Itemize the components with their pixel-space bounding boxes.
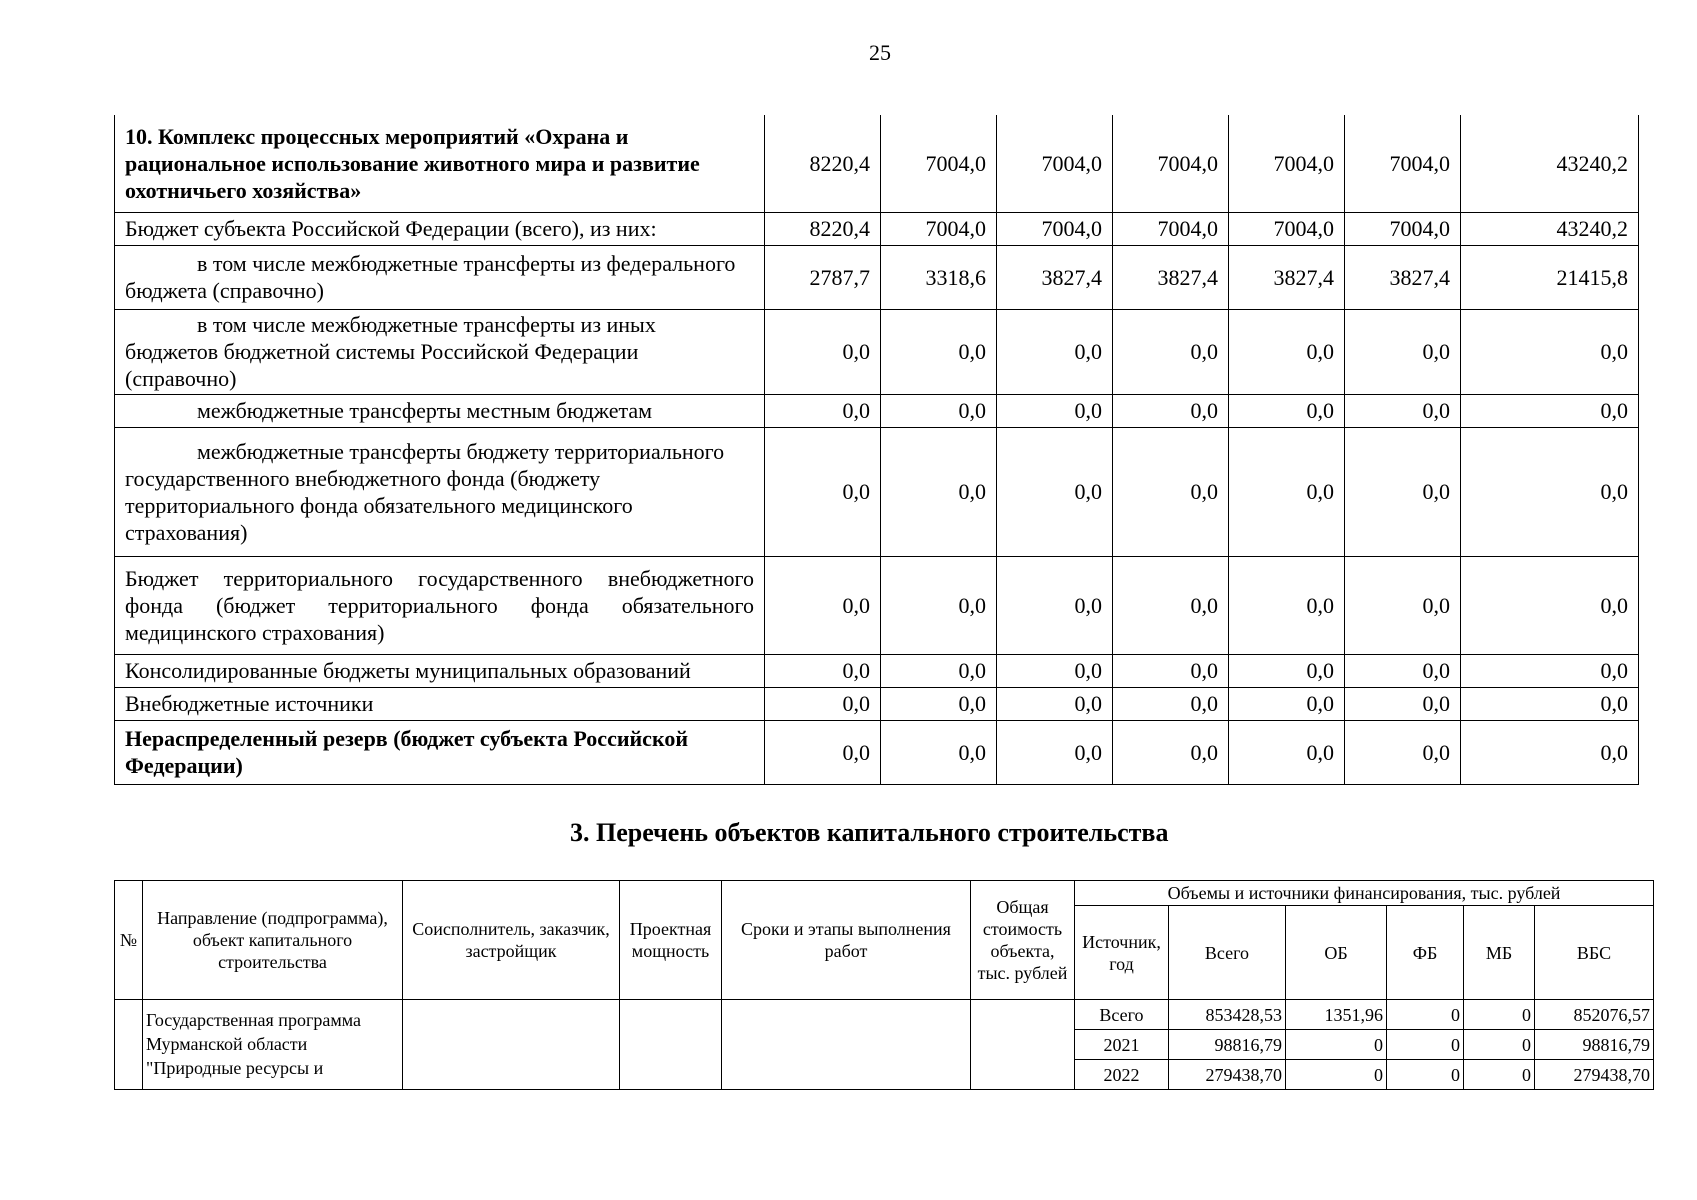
cell-value: 0,0 (1345, 427, 1461, 556)
cell-value: 0,0 (1229, 654, 1345, 687)
cell-value: 7004,0 (997, 115, 1113, 212)
cell-value: 7004,0 (1113, 212, 1229, 245)
cell-ob: 0 (1286, 1060, 1387, 1090)
cell-value: 0,0 (881, 654, 997, 687)
cell-year: 2022 (1075, 1060, 1169, 1090)
cell-ob: 0 (1286, 1030, 1387, 1060)
cell-value: 0,0 (1461, 720, 1639, 784)
cell-vbs: 279438,70 (1535, 1060, 1654, 1090)
cell-value: 7004,0 (997, 212, 1113, 245)
cell-value: 3827,4 (1345, 245, 1461, 309)
program-name: Государственная программа Мурманской области "Природные ресурсы и (143, 1000, 403, 1090)
cell-value: 0,0 (765, 654, 881, 687)
cell-value: 0,0 (1461, 309, 1639, 394)
cell-value: 3318,6 (881, 245, 997, 309)
cell-value: 0,0 (1345, 720, 1461, 784)
row-label-text: в том числе межбюджетные трансферты из иных бюджетов бюджетной системы Российской Федерации (справочно) (125, 312, 656, 391)
cell-value: 0,0 (1461, 654, 1639, 687)
cell-value: 0,0 (1461, 687, 1639, 720)
cell-vbs: 98816,79 (1535, 1030, 1654, 1060)
cell-value: 0,0 (1229, 556, 1345, 654)
section-title: 3. Перечень объектов капитального строительства (570, 818, 1169, 847)
cell-value: 0,0 (765, 687, 881, 720)
cell-value: 0,0 (881, 309, 997, 394)
cell-total: 853428,53 (1169, 1000, 1286, 1030)
cell-value: 0,0 (1229, 309, 1345, 394)
cell-value: 0,0 (1113, 309, 1229, 394)
cell-total-cost (971, 1000, 1075, 1090)
cell-year: 2021 (1075, 1030, 1169, 1060)
cell-mb: 0 (1464, 1030, 1535, 1060)
cell-total: 98816,79 (1169, 1030, 1286, 1060)
row-label (115, 309, 765, 394)
cell-value: 7004,0 (881, 115, 997, 212)
cell-value: 0,0 (1345, 556, 1461, 654)
cell-value: 0,0 (1113, 654, 1229, 687)
header-fb: ФБ (1387, 906, 1464, 1000)
row-label: Бюджет субъекта Российской Федерации (всего), из них: (115, 212, 765, 245)
cell-value: 0,0 (881, 720, 997, 784)
header-total-cost: Общая стоимость объекта, тыс. рублей (971, 881, 1075, 1000)
cell-value: 8220,4 (765, 212, 881, 245)
cell-ob: 1351,96 (1286, 1000, 1387, 1030)
header-ob: ОБ (1286, 906, 1387, 1000)
cell-capacity (620, 1000, 722, 1090)
header-no: № (115, 881, 143, 1000)
cell-mb: 0 (1464, 1000, 1535, 1030)
header-funding: Объемы и источники финансирования, тыс. рублей (1075, 881, 1654, 906)
cell-fb: 0 (1387, 1000, 1464, 1030)
cell-value: 0,0 (1229, 427, 1345, 556)
cell-value: 2787,7 (765, 245, 881, 309)
cell-value: 0,0 (1113, 556, 1229, 654)
cell-value: 7004,0 (1345, 212, 1461, 245)
cell-coexecutor (403, 1000, 620, 1090)
cell-value: 0,0 (1113, 687, 1229, 720)
row-label (115, 394, 765, 427)
cell-no (115, 1000, 143, 1090)
cell-value: 7004,0 (1229, 115, 1345, 212)
cell-value: 0,0 (1113, 427, 1229, 556)
cell-value: 0,0 (881, 394, 997, 427)
cell-value: 0,0 (1113, 720, 1229, 784)
cell-value: 0,0 (997, 687, 1113, 720)
table-row (115, 1000, 1654, 1030)
row-label (115, 245, 765, 309)
cell-value: 0,0 (1345, 394, 1461, 427)
row-label: Бюджет территориального государственного внебюджетного фонда (бюджет территориального фонда обязательного медицинского страхования) (115, 556, 765, 654)
cell-value: 0,0 (881, 687, 997, 720)
header-total: Всего (1169, 906, 1286, 1000)
cell-year: Всего (1075, 1000, 1169, 1030)
header-capacity: Проектная мощность (620, 881, 722, 1000)
row-label: Консолидированные бюджеты муниципальных образований (115, 654, 765, 687)
header-mb: МБ (1464, 906, 1535, 1000)
table-row (115, 115, 1639, 212)
cell-value: 3827,4 (997, 245, 1113, 309)
header-vbs: ВБС (1535, 906, 1654, 1000)
cell-stages (722, 1000, 971, 1090)
cell-mb: 0 (1464, 1060, 1535, 1090)
cell-value: 0,0 (997, 427, 1113, 556)
cell-value: 7004,0 (1345, 115, 1461, 212)
cell-value: 3827,4 (1113, 245, 1229, 309)
cell-total: 279438,70 (1169, 1060, 1286, 1090)
cell-value: 0,0 (1461, 427, 1639, 556)
cell-value: 21415,8 (1461, 245, 1639, 309)
cell-value: 0,0 (1345, 687, 1461, 720)
cell-fb: 0 (1387, 1060, 1464, 1090)
cell-value: 43240,2 (1461, 115, 1639, 212)
cell-value: 0,0 (881, 427, 997, 556)
header-source-year: Источник, год (1075, 906, 1169, 1000)
cell-value: 7004,0 (881, 212, 997, 245)
table-row (115, 654, 1639, 687)
cell-value: 0,0 (765, 309, 881, 394)
cell-value: 8220,4 (765, 115, 881, 212)
cell-value: 7004,0 (1229, 212, 1345, 245)
cell-value: 7004,0 (1113, 115, 1229, 212)
header-row (115, 881, 1654, 906)
cell-value: 43240,2 (1461, 212, 1639, 245)
cell-value: 0,0 (1229, 394, 1345, 427)
cell-value: 0,0 (997, 394, 1113, 427)
cell-fb: 0 (1387, 1030, 1464, 1060)
row-label: Нераспределенный резерв (бюджет субъекта Российской Федерации) (115, 720, 765, 784)
cell-value: 0,0 (1345, 654, 1461, 687)
cell-value: 0,0 (765, 427, 881, 556)
row-label (115, 427, 765, 556)
construction-table (114, 880, 1654, 1090)
header-stages: Сроки и этапы выполнения работ (722, 881, 971, 1000)
cell-value: 0,0 (1229, 687, 1345, 720)
row-label: 10. Комплекс процессных мероприятий «Охрана и рациональное использование животного мира и развитие охотничьего хозяйства» (115, 115, 765, 212)
cell-value: 0,0 (1345, 309, 1461, 394)
table-row (115, 427, 1639, 556)
cell-value: 0,0 (1113, 394, 1229, 427)
table-row (115, 687, 1639, 720)
page-number: 25 (869, 40, 891, 65)
cell-value: 0,0 (997, 556, 1113, 654)
finance-table (114, 115, 1639, 785)
cell-value: 0,0 (997, 309, 1113, 394)
cell-value: 0,0 (881, 556, 997, 654)
cell-value: 0,0 (765, 720, 881, 784)
cell-value: 0,0 (1461, 556, 1639, 654)
table-row (115, 309, 1639, 394)
row-label-text: в том числе межбюджетные трансферты из федерального бюджета (справочно) (125, 251, 736, 303)
table-row (115, 394, 1639, 427)
cell-value: 0,0 (997, 720, 1113, 784)
table-row (115, 212, 1639, 245)
row-label-text: межбюджетные трансферты местным бюджетам (197, 398, 653, 423)
cell-value: 0,0 (765, 556, 881, 654)
cell-value: 0,0 (765, 394, 881, 427)
cell-vbs: 852076,57 (1535, 1000, 1654, 1030)
table-row (115, 556, 1639, 654)
table-row (115, 720, 1639, 784)
table-row (115, 245, 1639, 309)
header-coexecutor: Соисполнитель, заказчик, застройщик (403, 881, 620, 1000)
cell-value: 0,0 (1461, 394, 1639, 427)
cell-value: 3827,4 (1229, 245, 1345, 309)
cell-value: 0,0 (997, 654, 1113, 687)
row-label: Внебюджетные источники (115, 687, 765, 720)
cell-value: 0,0 (1229, 720, 1345, 784)
row-label-text: межбюджетные трансферты бюджету территориального государственного внебюджетного фонда (бюджету территориального фонда обязательного медицинского страхования) (125, 438, 725, 545)
header-direction: Направление (подпрограмма), объект капитального строительства (143, 881, 403, 1000)
